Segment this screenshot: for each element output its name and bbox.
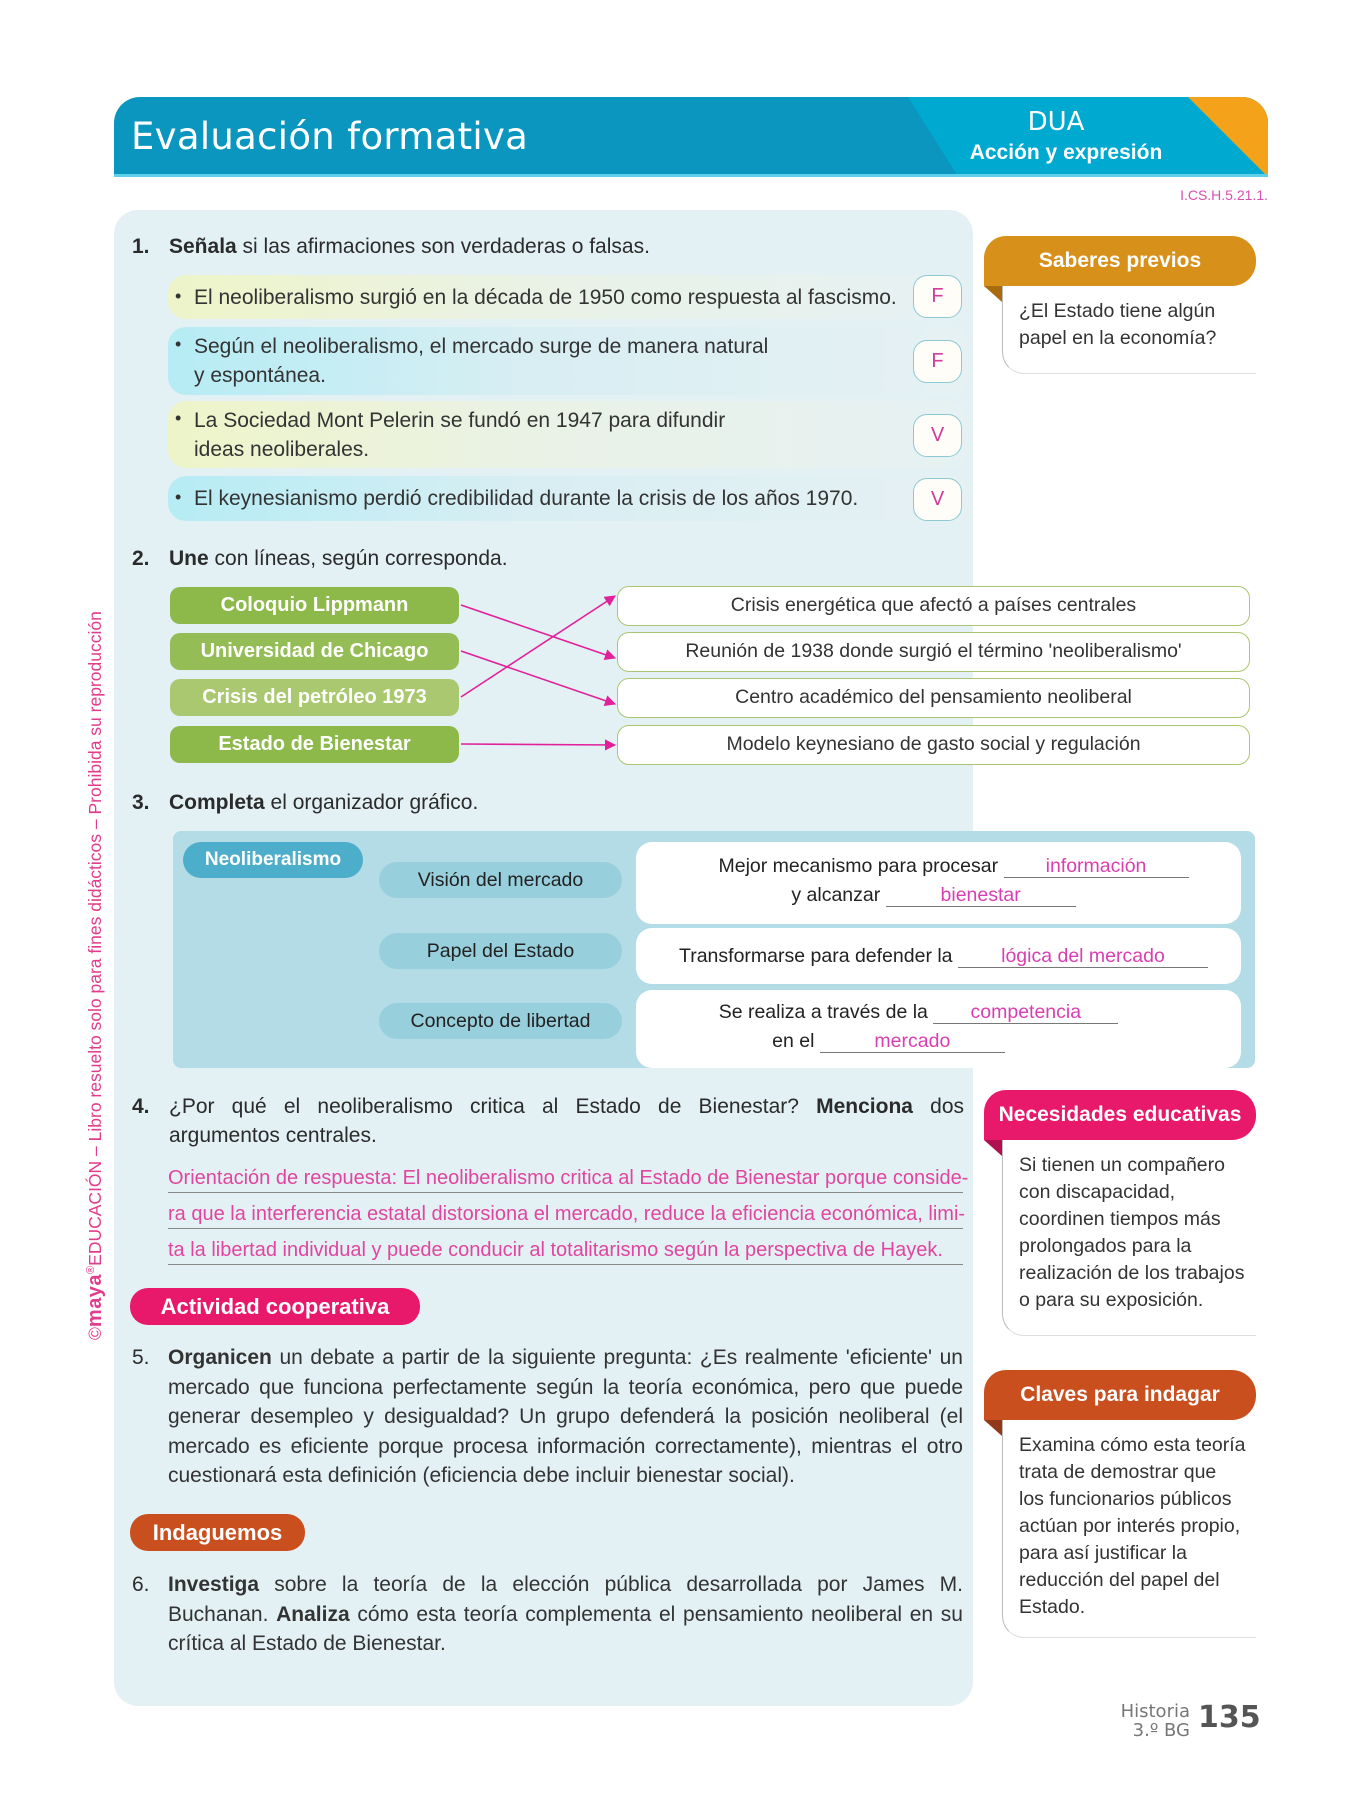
organizer-text: y alcanzar bbox=[791, 884, 881, 906]
organizer-text: Se realiza a través de la bbox=[718, 1001, 928, 1023]
question-number: 2. bbox=[132, 547, 150, 570]
statement-text-line2: y espontánea. bbox=[194, 364, 326, 387]
match-left-item[interactable]: Crisis del petróleo 1973 bbox=[170, 679, 459, 716]
claves-para-indagar-header: Claves para indagar bbox=[984, 1370, 1256, 1420]
statement-text: El neoliberalismo surgió en la década de 1950 como respuesta al fascismo. bbox=[194, 286, 897, 309]
match-left-item[interactable]: Coloquio Lippmann bbox=[170, 587, 459, 624]
answer-line[interactable]: ra que la interferencia estatal distorsiona el mercado, reduce la eficiencia económica, limi- bbox=[168, 1200, 963, 1229]
fill-blank-answer[interactable]: lógica del mercado bbox=[958, 945, 1208, 968]
match-right-item[interactable]: Modelo keynesiano de gasto social y regulación bbox=[617, 725, 1250, 765]
bullet-icon: • bbox=[175, 408, 182, 428]
indaguemos-tag: Indaguemos bbox=[130, 1514, 305, 1551]
question-6 bbox=[168, 1570, 963, 1659]
fill-blank-answer[interactable]: bienestar bbox=[886, 884, 1076, 907]
question-5 bbox=[168, 1343, 963, 1491]
question-number: 4. bbox=[132, 1095, 150, 1118]
copyright-symbol: © bbox=[85, 1327, 105, 1340]
question-verb: Une bbox=[169, 547, 209, 570]
claves-para-indagar-body: Examina cómo esta teoría trata de demostrar que los funcionarios públicos actúan por interés propio, para así justificar la reducción del papel del Estado. bbox=[1002, 1420, 1256, 1638]
question-prompt: con líneas, según corresponda. bbox=[208, 547, 508, 570]
question-prompt: si las afirmaciones son verdaderas o falsas. bbox=[236, 235, 650, 258]
question-number: 1. bbox=[132, 235, 150, 258]
saberes-previos-header: Saberes previos bbox=[984, 236, 1256, 286]
question-prompt: un debate a partir de la siguiente pregunta: ¿Es realmente 'eficiente' un mercado que funciona perfectamente según la teoría económica, pero que puede generar desempleo y desigualdad? Un grupo defenderá la posición neoliberal (el mercado es eficiente porque procesa información correctamente), mientras el otro cuestionará esta definición (eficiencia debe incluir bienestar social). bbox=[168, 1346, 963, 1487]
match-left-item[interactable]: Estado de Bienestar bbox=[170, 726, 459, 763]
match-right-item[interactable]: Centro académico del pensamiento neoliberal bbox=[617, 678, 1250, 718]
organizer-text: Mejor mecanismo para procesar bbox=[718, 855, 999, 877]
bullet-icon: • bbox=[175, 334, 182, 354]
dua-subtitle: Acción y expresión bbox=[969, 141, 1163, 164]
question-verb: Completa bbox=[169, 791, 265, 814]
organizer-text: en el bbox=[772, 1030, 815, 1052]
match-left-item[interactable]: Universidad de Chicago bbox=[170, 633, 459, 670]
organizer-branch: Papel del Estado bbox=[379, 933, 622, 969]
brand-logo: maya bbox=[84, 1273, 106, 1328]
question-number-5: 5. bbox=[132, 1346, 150, 1369]
necesidades-educativas-body: Si tienen un compañero con discapacidad, coordinen tiempos más prolongados para la realización de los trabajos o para su exposición. bbox=[1002, 1140, 1256, 1336]
organizer-answer-box bbox=[636, 842, 1241, 924]
fold-icon bbox=[984, 1420, 1002, 1436]
subject-name: Historia bbox=[1120, 1701, 1190, 1722]
question-prompt: dos bbox=[912, 1095, 964, 1118]
question-3 bbox=[132, 788, 952, 817]
registered-mark: ® bbox=[85, 1265, 98, 1274]
organizer-answer-box bbox=[636, 990, 1241, 1068]
organizer-branch: Concepto de libertad bbox=[379, 1003, 622, 1039]
organizer-text: Transformarse para defender la bbox=[679, 945, 953, 967]
matching-lines bbox=[0, 0, 1350, 800]
question-verb: Organicen bbox=[168, 1346, 272, 1369]
match-right-item[interactable]: Crisis energética que afectó a países centrales bbox=[617, 586, 1250, 626]
question-prompt: sobre la teoría de la elección pública desarrollada por James M. Buchanan. bbox=[168, 1573, 963, 1626]
question-verb: Señala bbox=[169, 235, 237, 258]
true-false-answer-box[interactable]: V bbox=[913, 478, 962, 521]
fold-icon bbox=[984, 1140, 1002, 1156]
question-verb: Investiga bbox=[168, 1573, 260, 1596]
organizer-branch: Visión del mercado bbox=[379, 862, 622, 898]
statement-text: El keynesianismo perdió credibilidad durante la crisis de los años 1970. bbox=[194, 487, 859, 510]
match-arrow-line bbox=[461, 605, 615, 658]
footer-subject bbox=[1110, 1702, 1190, 1740]
question-prompt: cómo esta teoría complementa el pensamiento neoliberal en su crítica al Estado de Bienestar. bbox=[168, 1602, 963, 1655]
true-false-answer-box[interactable]: V bbox=[913, 414, 962, 457]
dua-label: DUA bbox=[1027, 107, 1085, 137]
question-verb: Analiza bbox=[276, 1602, 350, 1626]
question-prompt: ¿Por qué el neoliberalismo critica al Estado de Bienestar? bbox=[169, 1095, 817, 1118]
organizer-answer-box bbox=[636, 928, 1241, 984]
cooperative-activity-tag: Actividad cooperativa bbox=[130, 1288, 420, 1325]
fill-blank-answer[interactable]: competencia bbox=[933, 1001, 1118, 1024]
match-arrow-line bbox=[461, 596, 615, 697]
question-4-line2: argumentos centrales. bbox=[169, 1124, 377, 1147]
copyright-text: EDUCACIÓN – Libro resuelto solo para fines didácticos – Prohibida su reproducción bbox=[85, 611, 105, 1266]
saberes-previos-body: ¿El Estado tiene algún papel en la economía? bbox=[1002, 286, 1256, 374]
question-number: 3. bbox=[132, 791, 150, 814]
organizer-root: Neoliberalismo bbox=[183, 842, 363, 878]
statement-text-line2: ideas neoliberales. bbox=[194, 438, 370, 461]
question-prompt: el organizador gráfico. bbox=[264, 791, 479, 814]
page-number: 135 bbox=[1198, 1700, 1261, 1735]
statement-text: La Sociedad Mont Pelerin se fundó en 1947 para difundir bbox=[194, 409, 726, 432]
page-title: Evaluación formativa bbox=[131, 115, 529, 158]
statement-text: Según el neoliberalismo, el mercado surge de manera natural bbox=[194, 335, 769, 358]
question-4 bbox=[132, 1092, 964, 1121]
question-verb: Menciona bbox=[816, 1095, 913, 1118]
fill-blank-answer[interactable]: mercado bbox=[820, 1030, 1005, 1053]
bullet-icon: • bbox=[175, 487, 182, 507]
true-false-answer-box[interactable]: F bbox=[913, 275, 962, 318]
fill-blank-answer[interactable]: información bbox=[1004, 855, 1189, 878]
answer-line[interactable]: Orientación de respuesta: El neoliberalismo critica al Estado de Bienestar porque conside- bbox=[168, 1164, 963, 1193]
curriculum-code: I.CS.H.5.21.1. bbox=[1180, 187, 1268, 203]
answer-line[interactable]: ta la libertad individual y puede conducir al totalitarismo según la perspectiva de Hayek. bbox=[168, 1236, 963, 1265]
bullet-icon: • bbox=[175, 286, 182, 306]
true-false-answer-box[interactable]: F bbox=[913, 340, 962, 383]
match-arrow-line bbox=[461, 744, 615, 745]
match-arrow-line bbox=[461, 651, 615, 704]
question-number-6: 6. bbox=[132, 1573, 150, 1596]
match-right-item[interactable]: Reunión de 1938 donde surgió el término 'neoliberalismo' bbox=[617, 632, 1250, 672]
grade-level: 3.º BG bbox=[1132, 1720, 1190, 1741]
necesidades-educativas-header: Necesidades educativas bbox=[984, 1090, 1256, 1140]
